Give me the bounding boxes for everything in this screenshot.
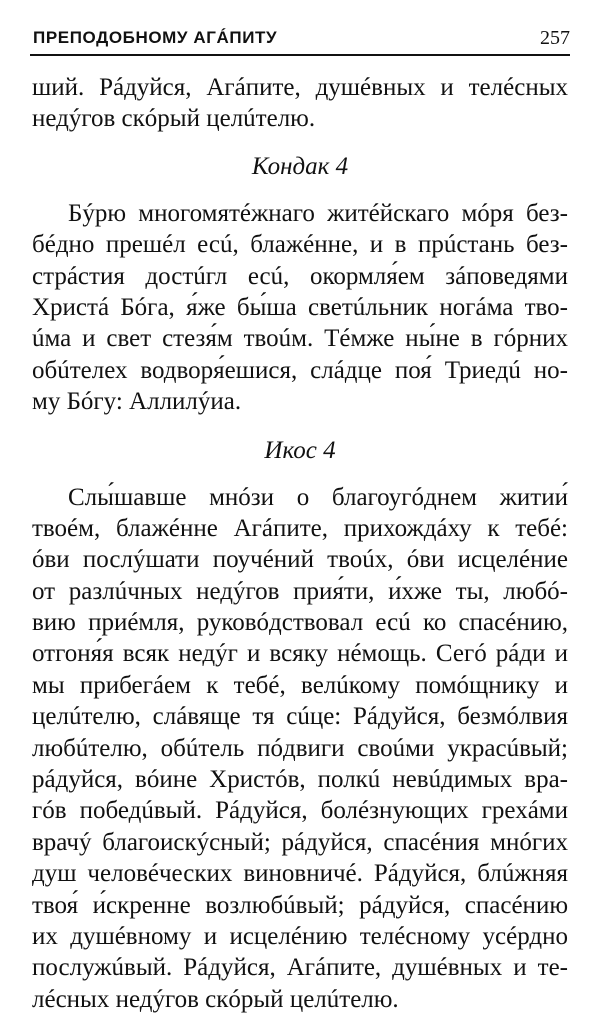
text-line: ший. Рáдуйся, Агáпите, душéвных и телéсных (32, 74, 568, 101)
kontakion-heading: Кондак 4 (251, 152, 349, 180)
running-header (30, 26, 570, 56)
text-line: гóв победúвый. Рáдуйся, болéзнующих грехáми (32, 797, 568, 825)
text-line: душ человéческих виновничé. Рáдуйся, блúжняя (32, 860, 568, 888)
text-line: стрáстия достúгл есú, окормля́ем зáповедями (32, 262, 568, 290)
text-line: Христá Бóга, я́же бы́ша светúльник ногáма тво- (32, 293, 568, 321)
text-line: недýгов скóрый целúтелю. (32, 105, 316, 133)
text-line: их душéвному и исцелéнию телéсному усéрдно (32, 922, 568, 950)
text-line: óви послýшати поучéний твоúх, óви исцелéние (32, 546, 568, 574)
ikos-text (32, 482, 568, 1015)
page-body (32, 72, 568, 1015)
text-line: врачý благоискýсный; рáдуйся, спасéния мнóгих (32, 828, 568, 856)
text-line: мы прибегáем к тебé, велúкому помóщнику и (32, 671, 568, 699)
text-line: Бýрю многомятéжнаго житéйскаго мóря без- (68, 199, 568, 227)
text-line: послужúвый. Рáдуйся, Агáпите, душéвных и те- (32, 954, 568, 982)
page-number: 257 (540, 27, 570, 49)
ikos-heading: Икос 4 (264, 436, 336, 464)
text-line: бéдно прешéл есú, блажéнне, и в прúстань без- (32, 231, 568, 259)
text-line: твоя́ и́скренне возлюбúвый; рáдуйся, спасéнию (32, 891, 568, 919)
text-line: Слы́шавше мнóзи о благоугóднем житии́ (68, 483, 568, 511)
text-line: от разлúчных недýгов прия́ти, и́хже ты, любó- (32, 577, 568, 605)
text-line: целúтелю, слáвяще тя сúце: Рáдуйся, безмóлвия (32, 703, 568, 731)
text-line: úма и свет стезя́м твоúм. Тéмже ны́не в гóрних (32, 325, 568, 353)
text-line: отгоня́я всяк недýг и всяку нéмощь. Сегó рáди и (32, 640, 568, 668)
text-line: любúтелю, обúтель пóдвиги своúми украсúвый; (32, 734, 568, 762)
text-line: вию приéмля, руковóдствовал есú ко спасéнию, (32, 609, 568, 637)
text-line: обúтелех водворя́ешися, слáдце поя́ Триедú но- (32, 356, 568, 384)
text-line: твоéм, блажéнне Агáпите, прихождáху к тебé: (32, 514, 568, 542)
text-line: лéсных недýгов скóрый целúтелю. (32, 985, 399, 1013)
running-title: ПРЕПОДОБНОМУ АГÁПИТУ (33, 28, 278, 47)
kontakion-text (32, 198, 568, 418)
text-line: рáдуйся, вóине Христóв, полкú невúдимых вра- (32, 766, 568, 794)
text-line: му Бóгу: Аллилýиа. (32, 388, 242, 416)
opening-paragraph (32, 72, 568, 135)
